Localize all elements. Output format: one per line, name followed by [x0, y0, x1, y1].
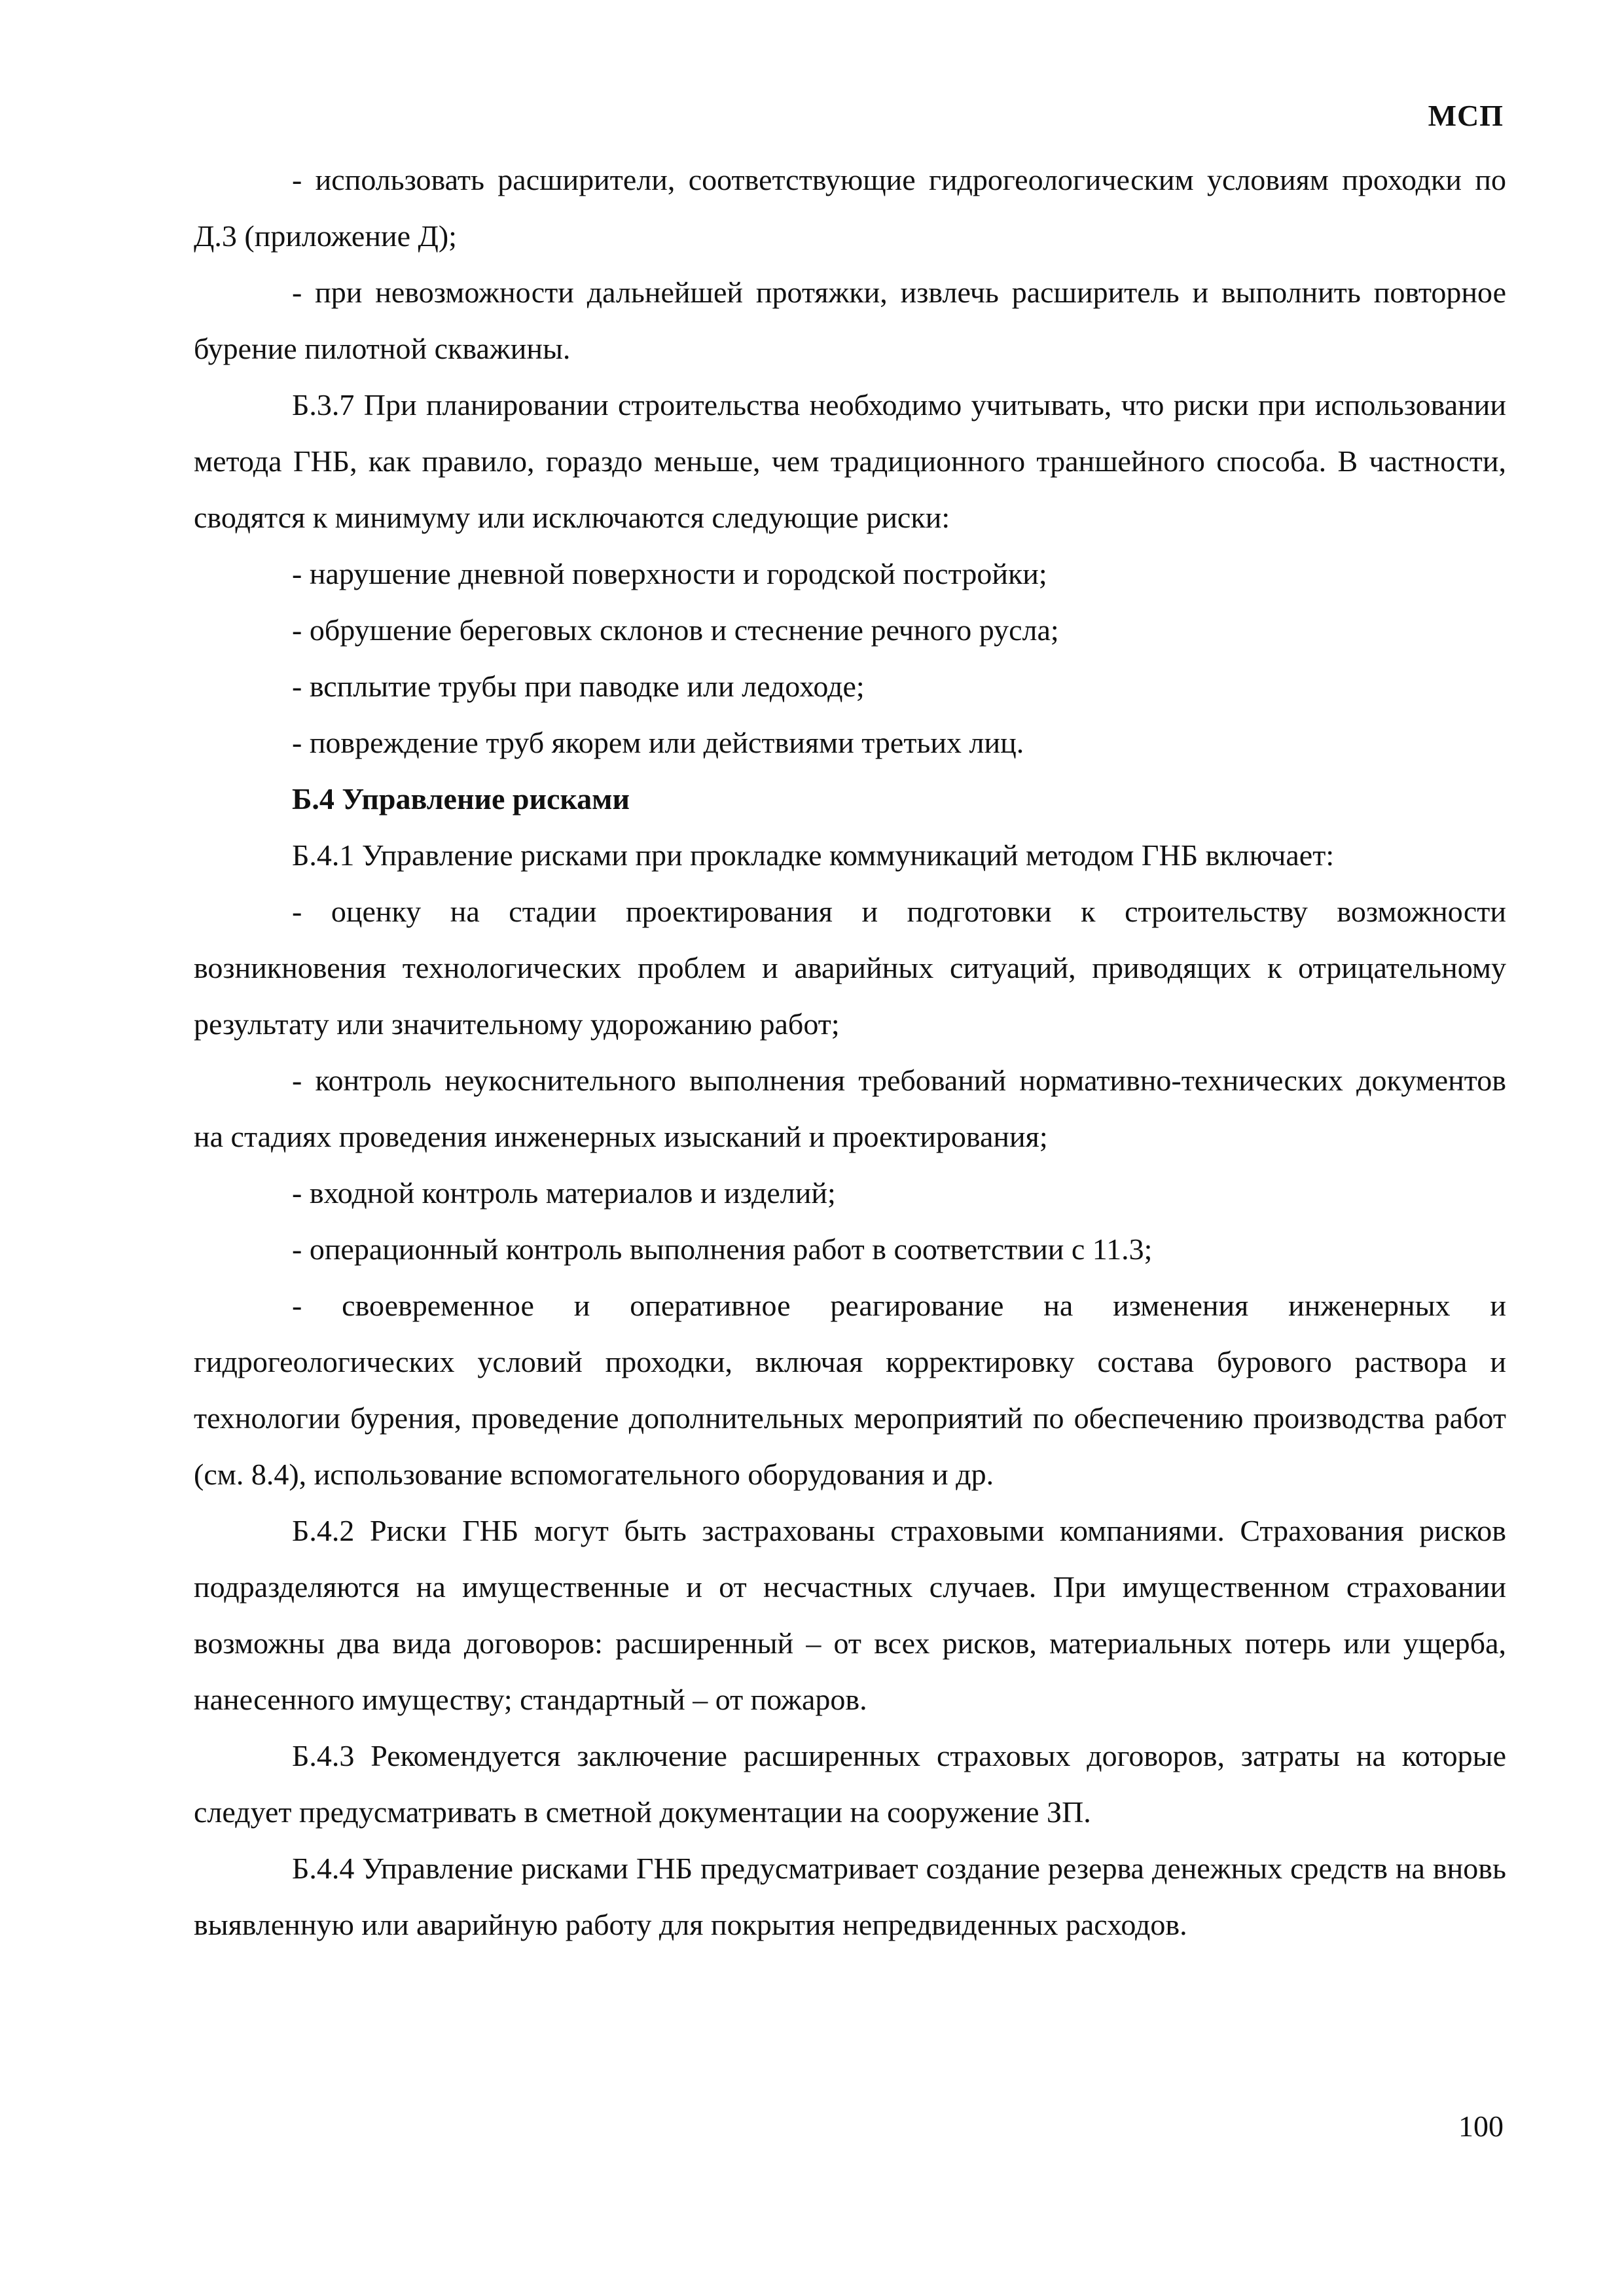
paragraph-clause-b41: Б.4.1 Управление рисками при прокладке коммуникаций методом ГНБ включает: — [292, 838, 1335, 872]
paragraph-list-item: - своевременное и оперативное реагирование на изменения инженерных и гидрогеологических условий проходки, включая корректировку состава бурового раствора и технологии бурения, проведение дополнительных мероприятий по обеспечению производства работ (см. 8.4), использование вспомогательного оборудования и др. — [194, 1289, 1506, 1491]
paragraph-list-item: - при невозможности дальнейшей протяжки, извлечь расширитель и выполнить повторное бурение пилотной скважины. — [194, 276, 1506, 365]
paragraph-list-item: - повреждение труб якорем или действиями третьих лиц. — [292, 726, 1024, 759]
paragraph-list-item: - операционный контроль выполнения работ в соответствии с 11.3; — [292, 1232, 1153, 1266]
paragraph-list-item: - всплытие трубы при паводке или ледоходе; — [292, 670, 865, 703]
paragraph-list-item: - контроль неукоснительного выполнения требований нормативно-технических документов на стадиях проведения инженерных изысканий и проектирования; — [194, 1064, 1506, 1153]
paragraph-clause-b37: Б.3.7 При планировании строительства необходимо учитывать, что риски при использовании метода ГНБ, как правило, гораздо меньше, чем традиционного траншейного способа. В частности, сводятся к минимуму или исключаются следующие риски: — [194, 388, 1506, 534]
document-code-header: МСП — [1428, 99, 1504, 132]
paragraph-list-item: - входной контроль материалов и изделий; — [292, 1176, 836, 1210]
paragraph-clause-b42: Б.4.2 Риски ГНБ могут быть застрахованы страховыми компаниями. Страхования рисков подразделяются на имущественные и от несчастных случаев. При имущественном страховании возможны два вида договоров: расширенный – от всех рисков, материальных потерь или ущерба, нанесенного имуществу; стандартный – от пожаров. — [194, 1514, 1506, 1716]
paragraph-list-item: - нарушение дневной поверхности и городской постройки; — [292, 557, 1047, 590]
page-body — [194, 152, 1506, 1953]
paragraph-list-item: - оценку на стадии проектирования и подготовки к строительству возможности возникновения технологических проблем и аварийных ситуаций, приводящих к отрицательному результату или значительному удорожанию работ; — [194, 895, 1506, 1041]
paragraph-list-item: - использовать расширители, соответствующие гидрогеологическим условиям проходки по Д.3 (приложение Д); — [194, 163, 1506, 253]
paragraph-clause-b43: Б.4.3 Рекомендуется заключение расширенных страховых договоров, затраты на которые следует предусматривать в сметной документации на сооружение ЗП. — [194, 1739, 1506, 1829]
paragraph-list-item: - обрушение береговых склонов и стеснение речного русла; — [292, 613, 1059, 647]
paragraph-clause-b44: Б.4.4 Управление рисками ГНБ предусматривает создание резерва денежных средств на вновь выявленную или аварийную работу для покрытия непредвиденных расходов. — [194, 1852, 1506, 1941]
page-number: 100 — [1458, 2109, 1504, 2143]
section-heading: Б.4 Управление рисками — [292, 782, 630, 816]
